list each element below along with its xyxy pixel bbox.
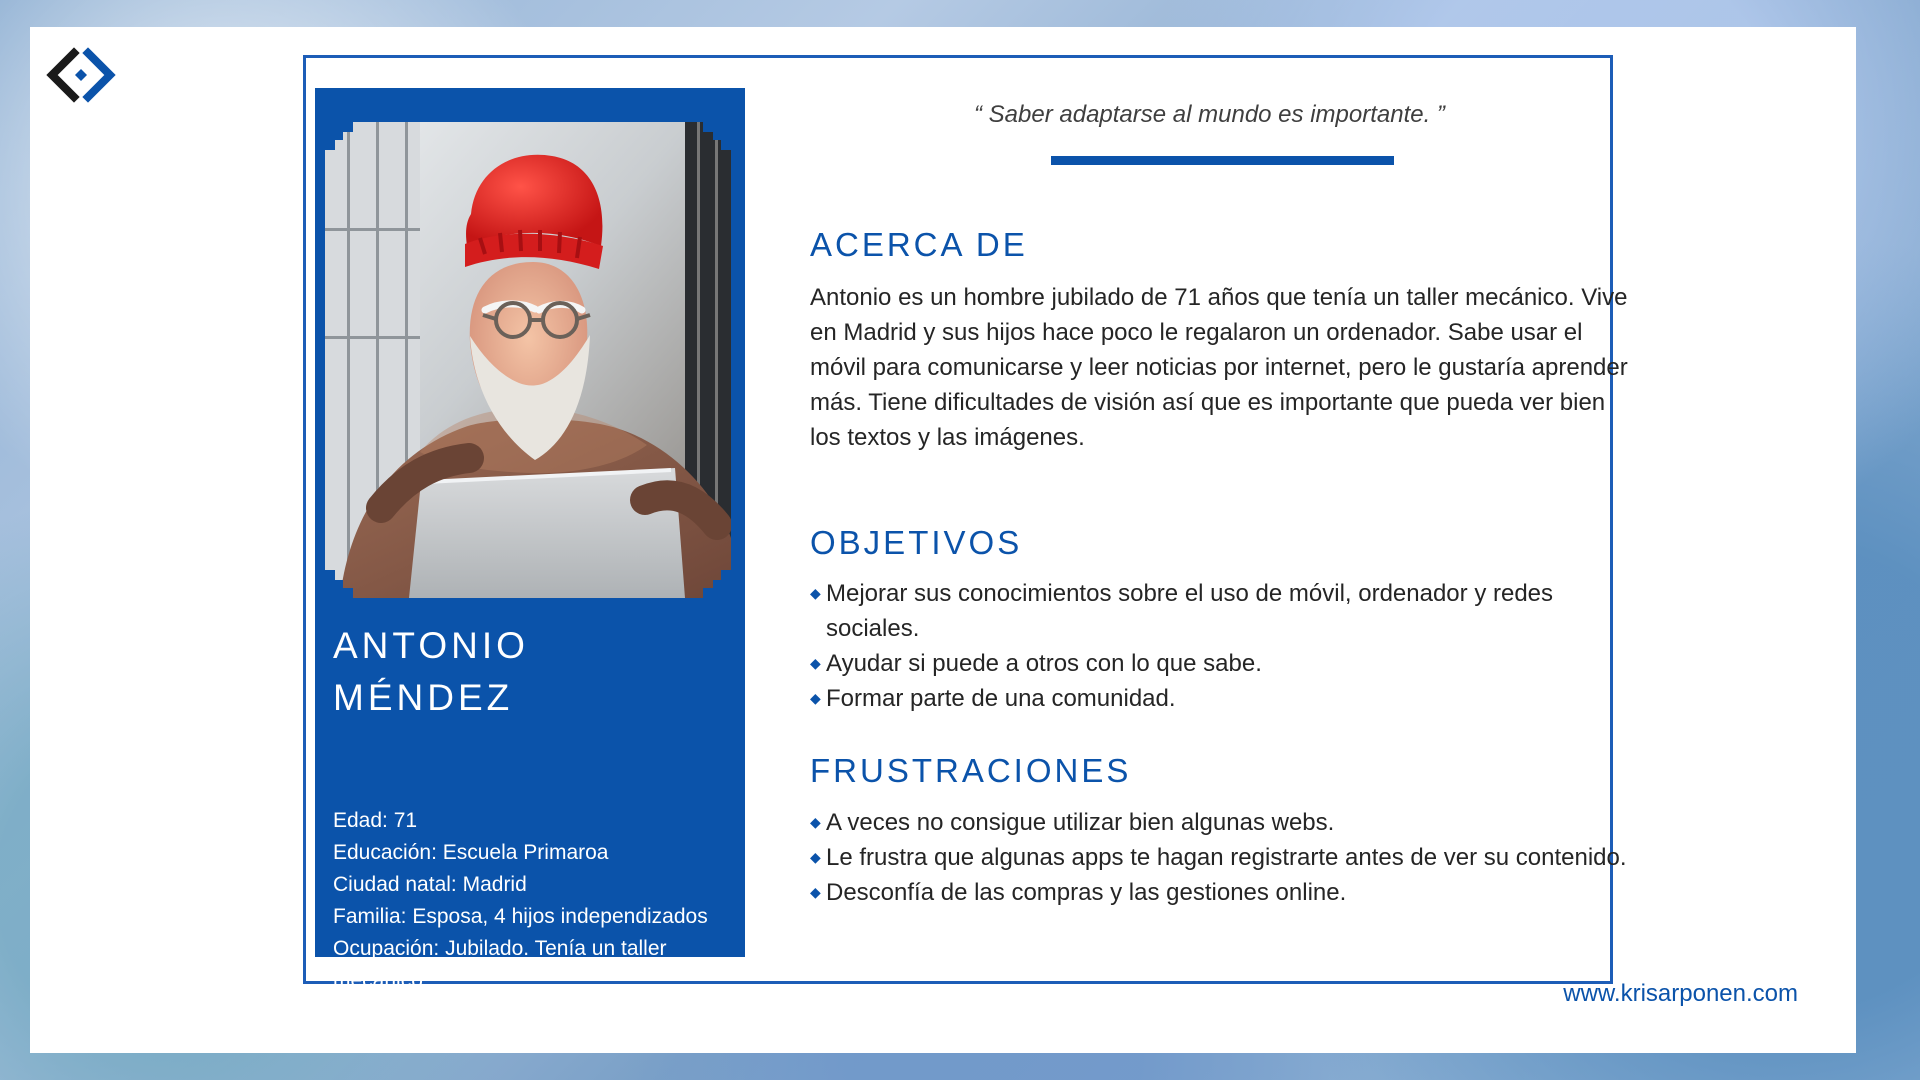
goals-title: OBJETIVOS [810, 524, 1023, 561]
persona-quote: “ Saber adaptarse al mundo es importante. ” [974, 101, 1445, 128]
detail-family: Familia: Esposa, 4 hijos independizados [333, 905, 708, 928]
persona-name-line-1: ANTONIO [333, 625, 529, 666]
pixel-corner-bottom-left-c [325, 570, 335, 580]
persona-name [333, 620, 703, 724]
goals-item-3-text: Formar parte de una comunidad. [826, 685, 1176, 712]
diamond-icon: ◆ [810, 690, 821, 706]
pixel-corner-top-right-c [721, 140, 731, 150]
frustrations-item-3-text: Desconfía de las compras y las gestiones online. [826, 879, 1347, 906]
frustrations-item-3 [810, 875, 1632, 910]
frustrations-title: FRUSTRACIONES [810, 752, 1132, 789]
frustrations-item-2-text: Le frustra que algunas apps te hagan registrarte antes de ver su contenido. [826, 844, 1627, 871]
detail-occupation: Ocupación: Jubilado. Tenía un taller mecánico [333, 937, 667, 992]
goals-item-1 [810, 576, 1632, 646]
diamond-icon: ◆ [810, 814, 821, 830]
persona-details [333, 805, 733, 997]
goals-item-2-text: Ayudar si puede a otros con lo que sabe. [826, 650, 1262, 677]
logo-icon [46, 45, 116, 115]
pixel-corner-top-left-b [343, 122, 353, 132]
pixel-corner-bottom-right-c [721, 570, 731, 580]
quote-underline [1051, 156, 1394, 165]
goals-item-1-text: Mejorar sus conocimientos sobre el uso de móvil, ordenador y redes sociales. [826, 580, 1554, 642]
site-link[interactable]: www.krisarponen.com [1563, 980, 1798, 1007]
goals-item-3 [810, 681, 1632, 716]
portrait-frame [325, 122, 731, 598]
pixel-corner-bottom-right-a [713, 580, 731, 598]
pixel-corner-bottom-right-b [703, 588, 713, 598]
frustrations-item-1-text: A veces no consigue utilizar bien algunas webs. [826, 809, 1335, 836]
diamond-icon: ◆ [810, 884, 821, 900]
diamond-icon: ◆ [810, 849, 821, 865]
detail-city: Ciudad natal: Madrid [333, 873, 527, 896]
frustrations-item-1 [810, 805, 1632, 840]
frustrations-list [810, 805, 1632, 910]
detail-age: Edad: 71 [333, 809, 418, 832]
frustrations-item-2 [810, 840, 1632, 875]
pixel-corner-top-right-a [713, 122, 731, 140]
about-text: Antonio es un hombre jubilado de 71 años que tenía un taller mecánico. Vive en Madrid y sus hijos hace poco le regalaron un ordenador. Sabe usar el móvil para comunicarse y leer noticias por internet, pero le gustaría aprender más. Tiene dificultades de visión así que es importante que pueda ver bien los textos y las imágenes. [810, 284, 1628, 451]
goals-list [810, 576, 1632, 716]
goals-item-2 [810, 646, 1632, 681]
profile-panel [315, 88, 745, 992]
diamond-icon: ◆ [810, 585, 821, 601]
slide-card [30, 27, 1856, 1053]
pixel-corner-top-left-a [325, 122, 343, 140]
pixel-corner-top-right-b [703, 122, 713, 132]
pixel-corner-bottom-left-a [325, 580, 343, 598]
persona-name-line-2: MÉNDEZ [333, 677, 514, 718]
diamond-icon: ◆ [810, 655, 821, 671]
about-title: ACERCA DE [810, 226, 1028, 263]
pixel-corner-top-left-c [325, 140, 335, 150]
detail-education: Educación: Escuela Primaroa [333, 841, 609, 864]
portrait-image [325, 122, 731, 598]
pixel-corner-bottom-left-b [343, 588, 353, 598]
